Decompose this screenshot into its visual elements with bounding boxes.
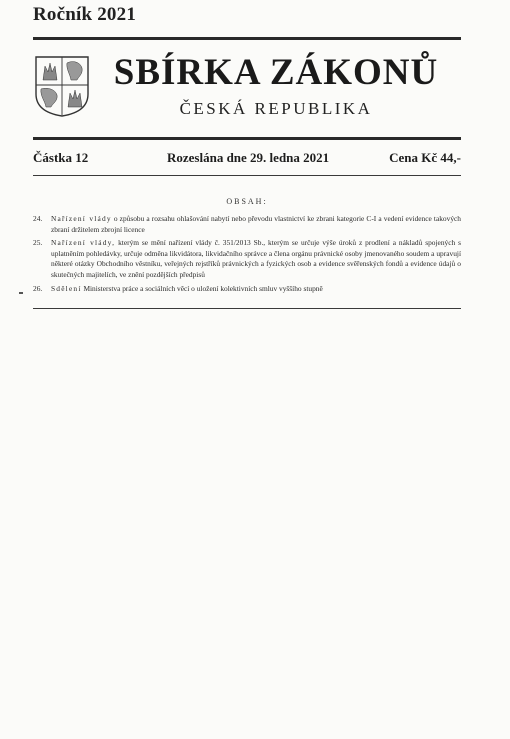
gazette-title: SBÍRKA ZÁKONŮ bbox=[113, 52, 439, 93]
entry-number: 26. bbox=[33, 283, 43, 293]
entry-type: Nařízení vlády, bbox=[51, 238, 116, 248]
volume-year: Ročník 2021 bbox=[33, 4, 137, 25]
entry-number: 25. bbox=[33, 238, 43, 248]
issue-price: Cena Kč 44,- bbox=[389, 150, 461, 165]
issue-info-rule bbox=[33, 175, 461, 176]
entry-number: 24. bbox=[33, 214, 43, 223]
issue-part: Částka 12 bbox=[33, 150, 89, 165]
entry-text: o způsobu a rozsahu ohlašování nabytí nebo převodu vlastnictví ke zbrani kategorie C-I a vedení evidence takových zbraní držitelem zbrojní licence bbox=[51, 214, 461, 234]
issue-release-date: Rozeslána dne 29. ledna 2021 bbox=[167, 150, 330, 165]
contents-heading: OBSAH: bbox=[226, 197, 268, 206]
issue-info-row bbox=[33, 150, 461, 168]
contents-list bbox=[33, 214, 461, 294]
gazette-subtitle: ČESKÁ REPUBLIKA bbox=[179, 99, 373, 118]
entry-text: kterým se mění nařízení vlády č. 351/2013 Sb., kterým se určuje výše úroků z prodlení a nákladů spojených s uplatněním pohledávky, určuje odměna likvidátora, likvidačního správce a člena orgánu právnické osoby jmenovaného soudem a upravují některé otázky Obchodního věstníku, veřejných rejstříků právnických a fyzických osob a evidence svěřenských fondů a evidence údajů o skutečných majitelích, ve znění pozdějších předpisů bbox=[51, 238, 461, 279]
contents-bottom-rule bbox=[33, 308, 461, 309]
entry-type: Nařízení vlády bbox=[51, 214, 112, 223]
entry-text: Ministerstva práce a sociálních věcí o uložení kolektivních smluv vyššího stupně bbox=[83, 283, 323, 293]
contents-entry bbox=[33, 284, 461, 295]
czech-coat-of-arms-icon bbox=[33, 54, 91, 118]
scan-artifact bbox=[19, 292, 23, 294]
top-rule bbox=[33, 37, 461, 40]
contents-entry bbox=[33, 214, 461, 235]
entry-type: Sdělení bbox=[51, 283, 82, 293]
masthead-bottom-rule bbox=[33, 137, 461, 140]
contents-entry bbox=[33, 238, 461, 280]
